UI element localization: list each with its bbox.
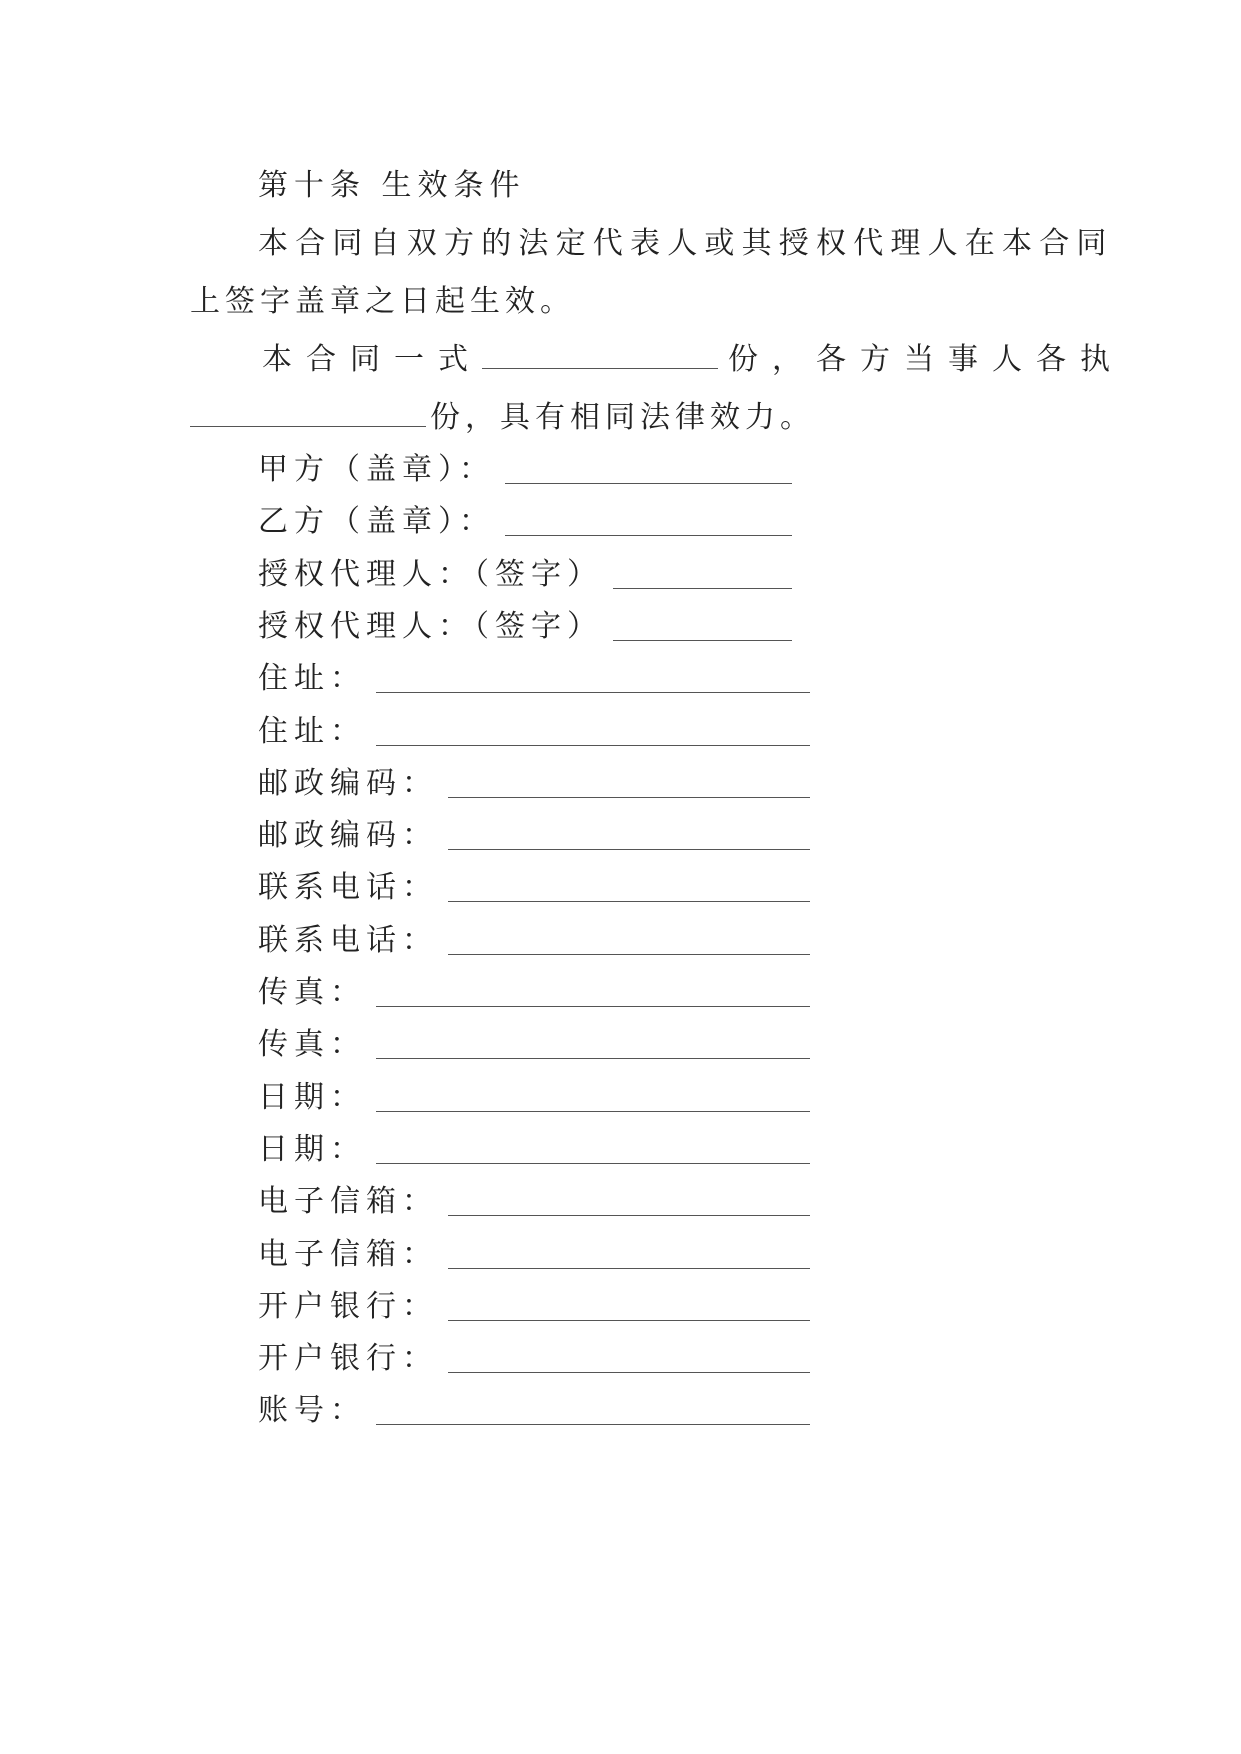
field-label: 电子信箱： <box>258 1184 438 1219</box>
field-label: 传真： <box>258 1027 366 1062</box>
copies-text-start: 本合同一式 <box>262 342 482 377</box>
article-heading: 第十条 生效条件 <box>258 168 526 203</box>
field-blank-line[interactable] <box>613 640 792 641</box>
field-label: 开户银行： <box>258 1341 438 1376</box>
field-blank-line[interactable] <box>505 483 792 484</box>
field-blank-line[interactable] <box>448 797 810 798</box>
field-blank-line[interactable] <box>376 1006 810 1007</box>
field-blank-line[interactable] <box>613 588 792 589</box>
field-blank-line[interactable] <box>376 1111 810 1112</box>
field-blank-line[interactable] <box>448 901 810 902</box>
signature-field-row <box>258 712 810 752</box>
signature-field-row <box>258 1078 810 1118</box>
field-label: 住址： <box>258 661 366 696</box>
field-label: 联系电话： <box>258 870 438 905</box>
field-blank-line[interactable] <box>376 692 810 693</box>
field-blank-line[interactable] <box>448 1215 810 1216</box>
field-label: 授权代理人：（签字） <box>258 609 603 644</box>
signature-field-row <box>258 1339 810 1379</box>
copies-total-blank[interactable] <box>482 340 718 369</box>
field-blank-line[interactable] <box>448 954 810 955</box>
field-label: 日期： <box>258 1080 366 1115</box>
field-blank-line[interactable] <box>448 1372 810 1373</box>
field-label: 邮政编码： <box>258 766 438 801</box>
signature-field-row <box>258 659 810 699</box>
field-blank-line[interactable] <box>376 1163 810 1164</box>
signature-field-row <box>258 1235 810 1275</box>
field-label: 授权代理人：（签字） <box>258 557 603 592</box>
signature-field-row <box>258 868 810 908</box>
effect-paragraph-line-1: 本合同自双方的法定代表人或其授权代理人在本合同 <box>258 226 1114 261</box>
field-label: 日期： <box>258 1132 366 1167</box>
signature-field-row <box>258 450 792 490</box>
field-label: 传真： <box>258 975 366 1010</box>
signature-field-row <box>258 1182 810 1222</box>
signature-field-row <box>258 1287 810 1327</box>
field-blank-line[interactable] <box>376 1058 810 1059</box>
signature-field-row <box>258 607 792 647</box>
field-blank-line[interactable] <box>376 745 810 746</box>
field-blank-line[interactable] <box>376 1424 810 1425</box>
field-label: 联系电话： <box>258 923 438 958</box>
field-label: 邮政编码： <box>258 818 438 853</box>
copies-paragraph-line-2 <box>190 398 815 438</box>
field-label: 甲方（盖章）： <box>258 452 495 487</box>
copies-text-mid: 份，各方当事人各执 <box>728 342 1124 377</box>
field-label: 乙方（盖章）： <box>258 504 495 539</box>
signature-field-row <box>258 555 792 595</box>
signature-field-row <box>258 1391 810 1431</box>
signature-field-row <box>258 973 810 1013</box>
field-blank-line[interactable] <box>505 535 792 536</box>
effect-paragraph-line-2: 上签字盖章之日起生效。 <box>190 284 575 319</box>
copies-paragraph-line-1 <box>262 340 1124 380</box>
signature-field-row <box>258 1025 810 1065</box>
copies-text-end: 份，具有相同法律效力。 <box>430 400 815 435</box>
field-blank-line[interactable] <box>448 849 810 850</box>
field-label: 账号： <box>258 1393 366 1428</box>
field-blank-line[interactable] <box>448 1268 810 1269</box>
copies-each-blank[interactable] <box>190 398 426 427</box>
signature-field-row <box>258 764 810 804</box>
field-label: 开户银行： <box>258 1289 438 1324</box>
signature-field-row <box>258 921 810 961</box>
signature-field-row <box>258 816 810 856</box>
field-label: 电子信箱： <box>258 1237 438 1272</box>
field-label: 住址： <box>258 714 366 749</box>
signature-field-row <box>258 1130 810 1170</box>
signature-field-row <box>258 502 792 542</box>
field-blank-line[interactable] <box>448 1320 810 1321</box>
